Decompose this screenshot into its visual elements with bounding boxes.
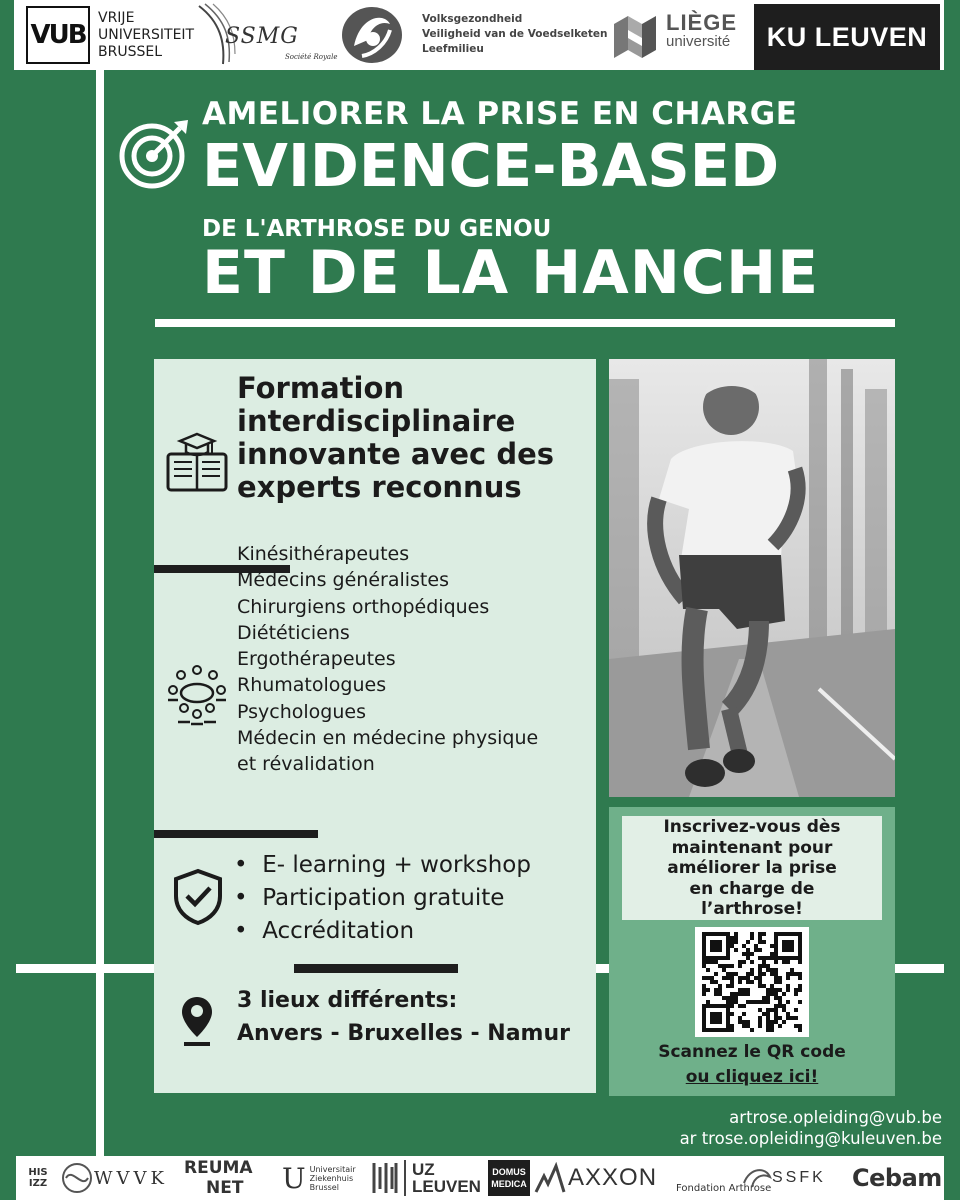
profession-item: Médecins généralistes: [237, 569, 449, 592]
registration-line: améliorer la prise: [667, 858, 837, 878]
registration-text: [622, 817, 882, 920]
ssfk-text: SSFK: [772, 1169, 826, 1186]
benefit-text: Participation gratuite: [262, 885, 505, 911]
location-pin-icon: [180, 995, 214, 1047]
shield-check-icon: [172, 868, 224, 926]
benefits-list: [234, 849, 531, 948]
profession-item: Psychologues: [237, 700, 366, 723]
vub-line: VRIJE: [98, 10, 135, 26]
bar-chart-logo-icon: [534, 1160, 566, 1196]
click-here-link[interactable]: ou cliquez ici!: [685, 1067, 819, 1087]
domusmedica-text: DOMUS: [492, 1167, 526, 1177]
benefit-text: Accréditation: [262, 918, 415, 944]
divider-bar: [294, 964, 458, 973]
title-line-1: AMELIORER LA PRISE EN CHARGE: [202, 96, 798, 132]
profession-item: Kinésithérapeutes: [237, 543, 410, 565]
group-meeting-icon: [166, 664, 228, 726]
vub-name: [98, 10, 194, 61]
profession-item: Rhumatologues: [237, 674, 387, 697]
uzbrussel-line: Ziekenhuis: [309, 1173, 354, 1183]
domusmedica-logo: [488, 1160, 530, 1196]
fod-line: Volksgezondheid: [422, 13, 523, 25]
divider-bar: [154, 830, 318, 838]
locations-title: 3 lieux différents:: [237, 988, 458, 1013]
ssfk-logo: [742, 1160, 826, 1196]
liege-line: université: [666, 33, 731, 50]
fod-line: Veiligheid van de Voedselketen: [422, 28, 608, 40]
cebam-logo: Cebam: [852, 1164, 942, 1192]
profession-item: Diététiciens: [237, 621, 350, 644]
kuleuven-logo: KU LEUVEN: [754, 4, 940, 70]
registration-line: l’arthrose!: [701, 899, 803, 919]
benefit-item: • E- learning + workshop: [234, 852, 531, 878]
ssmg-wordmark: SSMG: [225, 24, 299, 49]
title-line-4: ET DE LA HANCHE: [202, 238, 820, 308]
runner-photo: [609, 359, 895, 797]
email-vub[interactable]: artrose.opleiding@vub.be: [729, 1108, 942, 1127]
benefit-item: • Accréditation: [234, 918, 415, 944]
profession-item: Ergothérapeutes: [237, 648, 396, 671]
title-underline: [155, 319, 895, 327]
wvvk-text: WVVK: [94, 1167, 168, 1189]
hisizz-text: HIS IZZ: [28, 1167, 48, 1189]
uzbrussel-logo: U Universitair Ziekenhuis Brussel: [282, 1161, 356, 1195]
frame-vertical-line: [96, 70, 104, 1156]
fod-name: [422, 12, 608, 57]
ssfk-swirl-icon: [742, 1163, 772, 1193]
benefit-text: E- learning + workshop: [262, 852, 531, 878]
uzbrussel-line: Brussel: [309, 1182, 339, 1192]
scan-qr-text: Scannez le QR code: [658, 1042, 846, 1062]
liege-name: [666, 12, 737, 50]
uzleuven-logo: [404, 1160, 481, 1196]
registration-line: Inscrivez-vous dès: [663, 817, 841, 837]
uzleuven-text: LEUVEN: [412, 1177, 481, 1196]
book-graduation-icon: [166, 432, 228, 492]
profession-item: et révalidation: [237, 753, 375, 776]
wvvk-logo: [60, 1160, 168, 1196]
fondation-arthrose-text: Fondation Arthrose: [676, 1183, 772, 1194]
wvvk-swirl-icon: [60, 1161, 94, 1195]
profession-item: Médecin en médecine physique: [237, 727, 539, 750]
ssmg-subtitle: Société Royale: [285, 53, 338, 61]
uzleuven-mark-icon: [370, 1160, 400, 1196]
domusmedica-text: MEDICA: [491, 1179, 527, 1189]
locations-cities: Anvers - Bruxelles - Namur: [237, 1021, 570, 1046]
registration-line: maintenant pour: [671, 837, 833, 858]
liege-line: LIÈGE: [666, 10, 738, 35]
training-heading: Formation interdisciplinaire innovante avec des experts reconnus: [237, 371, 555, 504]
fod-logo-icon: [340, 6, 404, 64]
hisizz-logo: [20, 1160, 56, 1196]
registration-line: en charge de: [689, 878, 815, 899]
fod-line: Leefmilieu: [422, 43, 484, 55]
vub-line: BRUSSEL: [98, 44, 162, 60]
target-icon: [118, 118, 190, 190]
title-line-3: DE L'ARTHROSE DU GENOU: [202, 216, 552, 242]
title-line-2: EVIDENCE-BASED: [202, 131, 780, 200]
email-kuleuven[interactable]: ar trose.opleiding@kuleuven.be: [679, 1129, 942, 1148]
reumanet-text: REUMA: [184, 1158, 253, 1178]
reumanet-logo: [184, 1160, 253, 1196]
benefit-item: • Participation gratuite: [234, 885, 505, 911]
uzbrussel-line: Universitair: [309, 1164, 356, 1174]
reumanet-text: NET: [206, 1178, 244, 1198]
profession-item: Chirurgiens orthopédiques: [237, 595, 490, 618]
vub-line: UNIVERSITEIT: [98, 27, 195, 43]
uzleuven-text: UZ: [412, 1160, 435, 1179]
vub-logo: VUB: [26, 6, 90, 64]
liege-logo-icon: [614, 16, 656, 60]
axxon-logo: AXXON: [568, 1164, 658, 1191]
qr-code[interactable]: [695, 927, 809, 1037]
professions-list: [237, 541, 538, 778]
